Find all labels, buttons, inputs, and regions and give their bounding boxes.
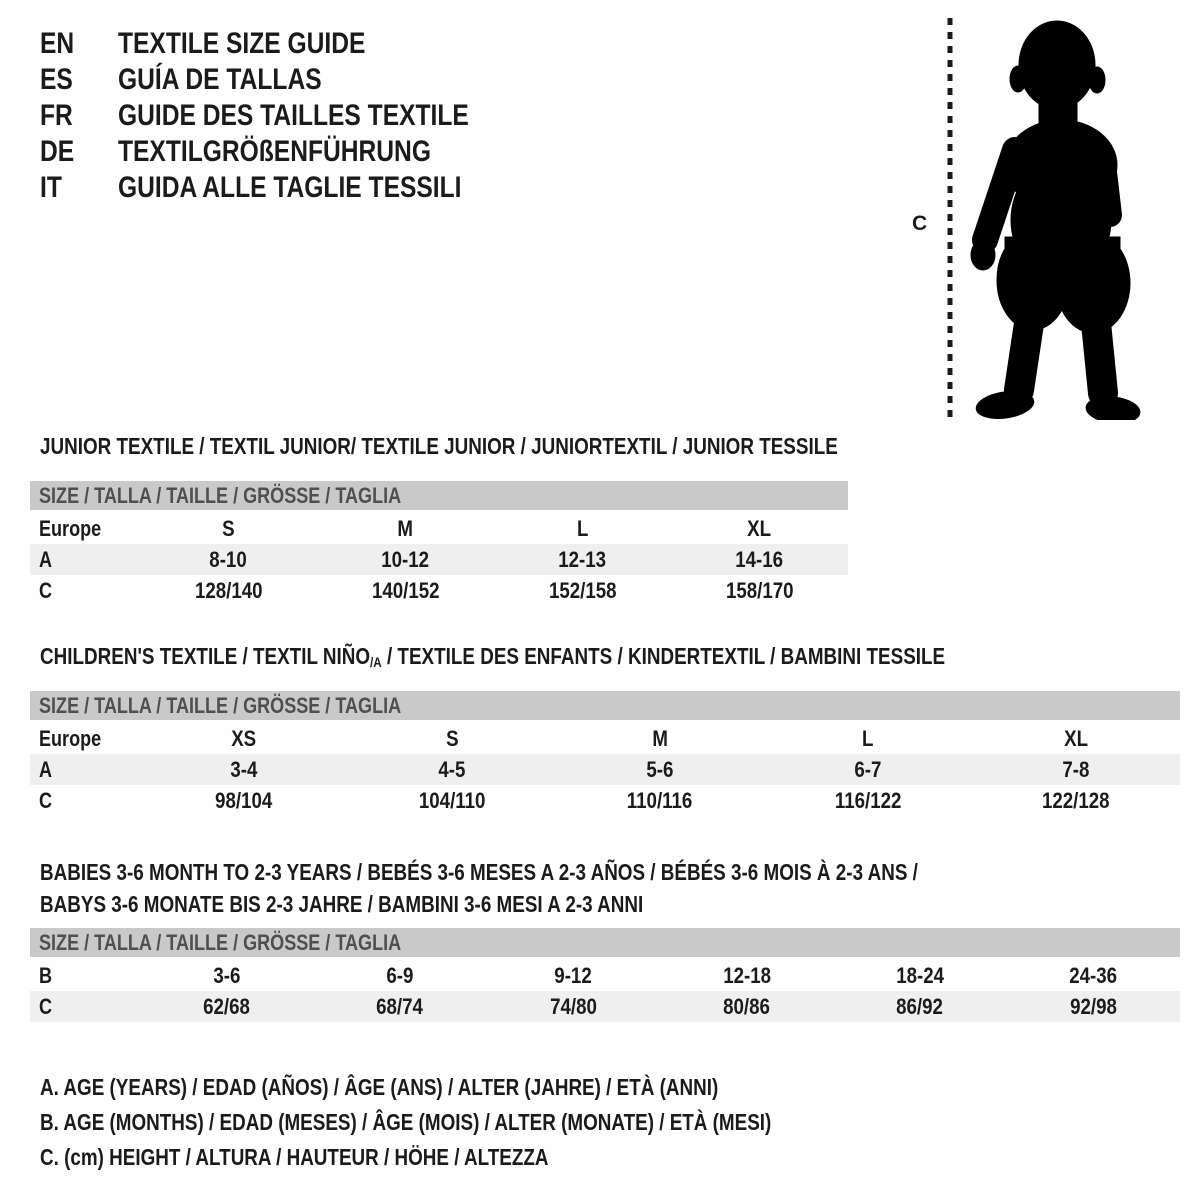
children-row-a xyxy=(30,754,1180,785)
lang-code-en: EN xyxy=(40,27,75,60)
lang-row-es xyxy=(40,62,546,98)
nino-a-subscript: /A xyxy=(370,655,382,671)
value-cell: 14-16 xyxy=(735,547,784,572)
value-cell: 140/152 xyxy=(371,578,440,603)
value-cell: 10-12 xyxy=(381,547,430,572)
value-cell: 74/80 xyxy=(549,994,597,1019)
value-cell: 62/68 xyxy=(203,994,251,1019)
babies-row-c xyxy=(30,991,1180,1022)
value-cell: 6-9 xyxy=(386,963,414,988)
value-cell: 3-4 xyxy=(230,757,258,782)
children-section-title: CHILDREN'S TEXTILE / TEXTIL NIÑO/A / TEXTILE DES ENFANTS / KINDERTEXTIL / BAMBINI TESSILE xyxy=(40,643,946,671)
value-cell: 18-24 xyxy=(896,963,944,988)
lang-row-de xyxy=(40,134,546,170)
babies-row-b xyxy=(30,960,1180,991)
row-label: B xyxy=(39,963,53,988)
junior-size-table xyxy=(30,481,848,606)
value-cell: 152/158 xyxy=(548,578,617,603)
row-label: C xyxy=(39,994,53,1019)
value-cell: 8-10 xyxy=(209,547,248,572)
babies-size-table xyxy=(30,928,1180,1022)
row-label: Europe xyxy=(39,516,102,541)
value-cell: 104/110 xyxy=(418,788,486,813)
value-cell: 80/86 xyxy=(723,994,771,1019)
value-cell: 6-7 xyxy=(854,757,882,782)
value-cell: 122/128 xyxy=(1042,788,1110,813)
value-cell: 86/92 xyxy=(896,994,944,1019)
size-col: XL xyxy=(1064,726,1088,751)
lang-label-fr: GUIDE DES TAILLES TEXTILE xyxy=(118,99,469,132)
row-label: C xyxy=(39,578,53,603)
value-cell: 158/170 xyxy=(725,578,794,603)
size-col: L xyxy=(576,516,589,541)
legend-line-c: C. (cm) HEIGHT / ALTURA / HAUTEUR / HÖHE / ALTEZZA xyxy=(40,1144,549,1170)
size-col: M xyxy=(397,516,414,541)
size-col: XL xyxy=(747,516,772,541)
row-label: A xyxy=(39,757,53,782)
size-col: M xyxy=(652,726,668,751)
value-cell: 12-18 xyxy=(722,963,771,988)
value-cell: 68/74 xyxy=(376,994,424,1019)
size-col: S xyxy=(445,726,459,751)
babies-section-title: BABIES 3-6 MONTH TO 2-3 YEARS / BEBÉS 3-6 MESES A 2-3 AÑOS / BÉBÉS 3-6 MOIS À 2-3 ANS / BABYS 3-6 MONATE BIS 2-3 JAHRE / BAMBINI 3-6 MESI A 2-3 ANNI xyxy=(40,859,918,917)
value-cell: 98/104 xyxy=(215,788,273,813)
lang-label-de: TEXTILGRÖßENFÜHRUNG xyxy=(118,135,431,168)
lang-row-fr xyxy=(40,98,546,134)
lang-code-fr: FR xyxy=(40,99,73,132)
lang-label-es: GUÍA DE TALLAS xyxy=(118,63,322,96)
lang-code-es: ES xyxy=(40,63,73,96)
language-title-block xyxy=(40,26,546,206)
value-cell: 110/116 xyxy=(627,788,693,813)
value-cell: 7-8 xyxy=(1062,757,1090,782)
value-cell: 24-36 xyxy=(1069,963,1118,988)
children-row-c xyxy=(30,785,1180,816)
junior-row-a xyxy=(30,544,848,575)
children-size-bar: SIZE / TALLA / TAILLE / GRÖSSE / TAGLIA xyxy=(30,691,1180,720)
value-cell: 9-12 xyxy=(554,963,593,988)
lang-code-de: DE xyxy=(40,135,75,168)
height-measure-line xyxy=(946,18,954,418)
row-label: A xyxy=(39,547,53,572)
value-cell: 128/140 xyxy=(194,578,263,603)
value-cell: 3-6 xyxy=(213,963,241,988)
junior-header-row xyxy=(30,513,848,544)
value-cell: 5-6 xyxy=(646,757,674,782)
toddler-silhouette-icon xyxy=(955,15,1155,420)
value-cell: 12-13 xyxy=(558,547,607,572)
row-label: Europe xyxy=(39,726,102,751)
junior-section-title: JUNIOR TEXTILE / TEXTIL JUNIOR/ TEXTILE JUNIOR / JUNIORTEXTIL / JUNIOR TESSILE xyxy=(40,433,838,459)
measurement-legend xyxy=(40,1070,932,1175)
size-col: L xyxy=(862,726,874,751)
size-col: S xyxy=(222,516,235,541)
lang-row-en xyxy=(40,26,546,62)
value-cell: 92/98 xyxy=(1069,994,1117,1019)
lang-label-en: TEXTILE SIZE GUIDE xyxy=(118,27,366,60)
size-col: XS xyxy=(231,726,257,751)
legend-line-a: A. AGE (YEARS) / EDAD (AÑOS) / ÂGE (ANS) / ALTER (JAHRE) / ETÀ (ANNI) xyxy=(40,1074,719,1100)
lang-row-it xyxy=(40,170,546,206)
junior-row-c xyxy=(30,575,848,606)
children-size-table xyxy=(30,691,1180,816)
lang-label-it: GUIDA ALLE TAGLIE TESSILI xyxy=(118,171,462,204)
value-cell: 116/122 xyxy=(834,788,902,813)
babies-size-bar: SIZE / TALLA / TAILLE / GRÖSSE / TAGLIA xyxy=(30,928,1180,957)
junior-size-bar: SIZE / TALLA / TAILLE / GRÖSSE / TAGLIA xyxy=(30,481,848,510)
measure-label-c: C xyxy=(912,212,928,235)
lang-code-it: IT xyxy=(40,171,62,204)
children-header-row xyxy=(30,723,1180,754)
value-cell: 4-5 xyxy=(438,757,466,782)
row-label: C xyxy=(39,788,53,813)
legend-line-b: B. AGE (MONTHS) / EDAD (MESES) / ÂGE (MOIS) / ALTER (MONATE) / ETÀ (MESI) xyxy=(40,1109,772,1135)
